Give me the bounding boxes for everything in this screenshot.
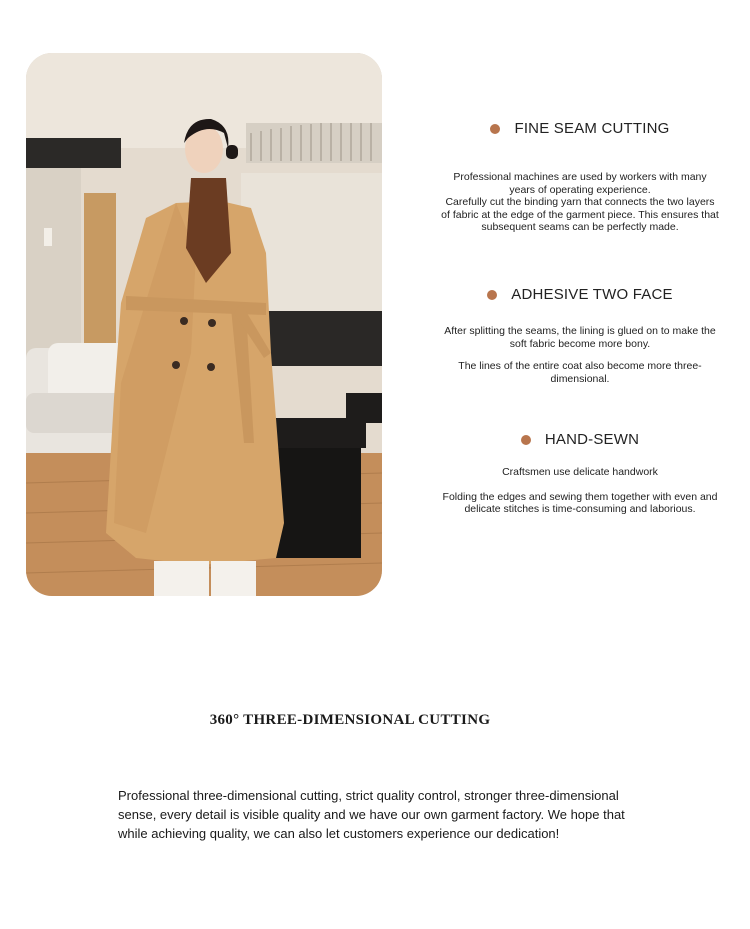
section-body: Professional three-dimensional cutting, strict quality control, stronger three-dimensional sense, every detail is visible quality and we have our own garment factory. We hope that while achieving quality, we can also let customers experience our dedication!: [118, 788, 625, 841]
feature-heading: [440, 286, 720, 303]
section-title: 360° THREE-DIMENSIONAL CUTTING: [209, 712, 491, 728]
feature-text: Folding the edges and sewing them together with even and delicate stitches is time-consuming and laborious.: [442, 490, 718, 515]
feature-text: Carefully cut the binding yarn that connects the two layers of fabric at the edge of the garment piece. This ensures that subsequent seams can be perfectly made.: [441, 196, 719, 233]
coat-model-illustration: [26, 53, 382, 596]
bullet-dot-icon: [490, 124, 500, 134]
feature-hand-sewn: [440, 431, 720, 516]
feature-fine-seam-cutting: [440, 120, 720, 234]
feature-text: Craftsmen use delicate handwork: [502, 466, 658, 478]
bullet-dot-icon: [487, 290, 497, 300]
feature-text: Professional machines are used by workers with many years of operating experience.: [453, 171, 707, 196]
feature-heading: [440, 120, 720, 137]
bullet-dot-icon: [521, 435, 531, 445]
feature-text: After splitting the seams, the lining is glued on to make the soft fabric become more bony.: [444, 325, 716, 350]
feature-adhesive-two-face: [440, 286, 720, 385]
feature-title: FINE SEAM CUTTING: [514, 120, 670, 137]
feature-heading: [440, 431, 720, 448]
feature-text: The lines of the entire coat also become more three-dimensional.: [458, 360, 702, 385]
feature-title: ADHESIVE TWO FACE: [511, 286, 673, 303]
feature-title: HAND-SEWN: [544, 431, 640, 448]
product-photo: [26, 53, 382, 596]
